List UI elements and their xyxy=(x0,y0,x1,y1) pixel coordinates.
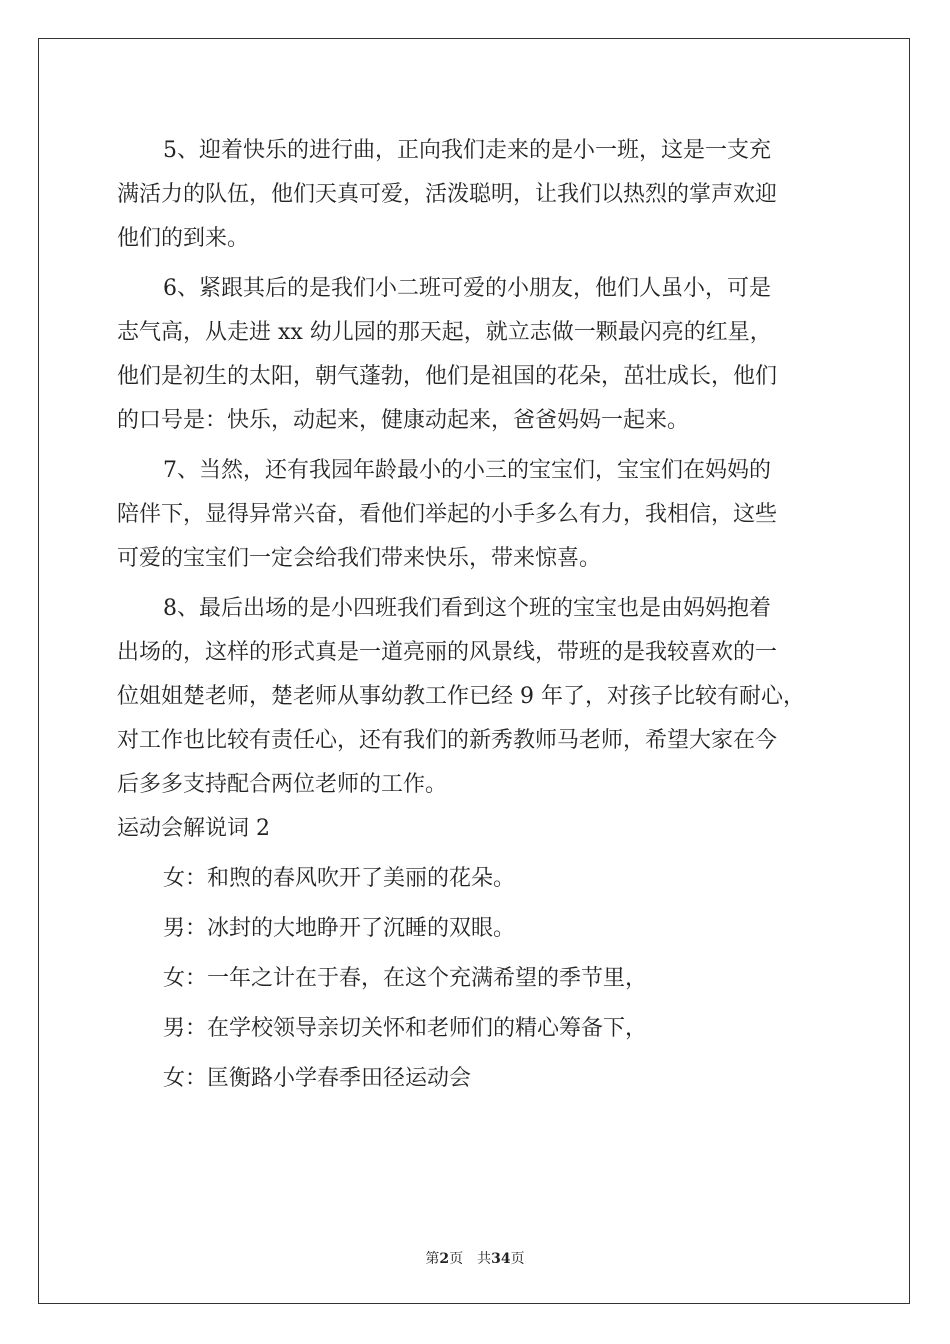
text-line: 陪伴下，显得异常兴奋，看他们举起的小手多么有力，我相信，这些 xyxy=(117,502,778,527)
dialog-line: 女：一年之计在于春，在这个充满希望的季节里， xyxy=(163,966,648,991)
text-line: 7、当然，还有我园年龄最小的小三的宝宝们，宝宝们在妈妈的 xyxy=(163,458,771,483)
text-line: 8、最后出场的是小四班我们看到这个班的宝宝也是由妈妈抱着 xyxy=(163,596,771,621)
text-line: 5、迎着快乐的进行曲，正向我们走来的是小一班，这是一支充 xyxy=(163,138,771,163)
paragraph-7 xyxy=(117,449,837,581)
dialog-line: 男：在学校领导亲切关怀和老师们的精心筹备下， xyxy=(163,1016,648,1041)
dialog-line: 女：匡衡路小学春季田径运动会 xyxy=(163,1066,472,1091)
dialog-line: 男：冰封的大地睁开了沉睡的双眼。 xyxy=(163,916,516,941)
text-line: 他们的到来。 xyxy=(117,226,250,251)
current-page-number: 2 xyxy=(439,1251,450,1267)
text-line: 的口号是：快乐，动起来，健康动起来，爸爸妈妈一起来。 xyxy=(117,408,690,433)
footer-suffix: 页 xyxy=(510,1251,525,1267)
paragraph-5 xyxy=(117,129,837,261)
text-line: 位姐姐楚老师，楚老师从事幼教工作已经 9 年了，对孩子比较有耐心， xyxy=(117,684,805,709)
text-line: 可爱的宝宝们一定会给我们带来快乐，带来惊喜。 xyxy=(117,546,602,571)
text-line: 满活力的队伍，他们天真可爱，活泼聪明，让我们以热烈的掌声欢迎 xyxy=(117,182,778,207)
total-pages: 34 xyxy=(491,1251,511,1267)
paragraph-8 xyxy=(117,587,837,807)
section-heading: 运动会解说词 2 xyxy=(117,816,270,841)
text-line: 后多多支持配合两位老师的工作。 xyxy=(117,772,448,797)
footer-prefix: 第 xyxy=(425,1251,440,1267)
dialog-line: 女：和煦的春风吹开了美丽的花朵。 xyxy=(163,866,516,891)
text-line: 志气高，从走进 xx 幼儿园的那天起，就立志做一颗最闪亮的红星， xyxy=(117,320,772,345)
paragraph-6 xyxy=(117,267,837,443)
document-body xyxy=(117,129,837,1101)
page-footer xyxy=(0,1248,950,1268)
footer-mid: 页 共 xyxy=(449,1251,492,1267)
text-line: 出场的，这样的形式真是一道亮丽的风景线，带班的是我较喜欢的一 xyxy=(117,640,778,665)
text-line: 6、紧跟其后的是我们小二班可爱的小朋友，他们人虽小，可是 xyxy=(163,276,771,301)
text-line: 对工作也比较有责任心，还有我们的新秀教师马老师，希望大家在今 xyxy=(117,728,778,753)
text-line: 他们是初生的太阳，朝气蓬勃，他们是祖国的花朵，茁壮成长，他们 xyxy=(117,364,778,389)
